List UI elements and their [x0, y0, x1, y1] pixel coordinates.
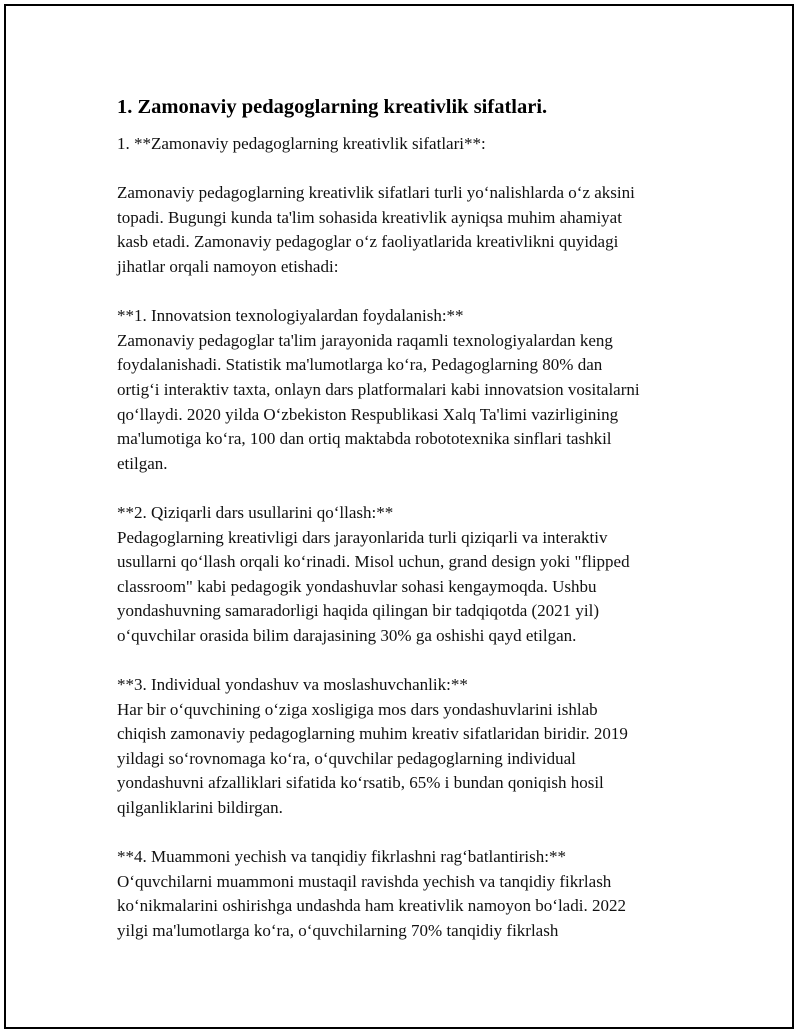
paragraph-gap	[117, 476, 717, 501]
text-line: Pedagoglarning kreativligi dars jarayonlarida turli qiziqarli va interaktiv	[117, 527, 608, 547]
text-line: Har bir oʻquvchining oʻziga xosligiga mos dars yondashuvlarini ishlab	[117, 699, 598, 719]
text-line: kasb etadi. Zamonaviy pedagoglar oʻz faoliyatlarida kreativlikni quyidagi	[117, 232, 619, 252]
document-heading: 1. Zamonaviy pedagoglarning kreativlik sifatlari.	[117, 96, 548, 118]
section-4	[117, 845, 717, 943]
text-line: Zamonaviy pedagoglar ta'lim jarayonida raqamli texnologiyalardan keng	[117, 330, 613, 350]
text-line: yildagi soʻrovnomaga koʻra, oʻquvchilar pedagoglarning individual	[117, 748, 576, 768]
text-line: etilgan.	[117, 453, 168, 473]
text-line: chiqish zamonaviy pedagoglarning muhim kreativ sifatlaridan biridir. 2019	[117, 724, 628, 744]
text-line: classroom" kabi pedagogik yondashuvlar sohasi kengaymoqda. Ushbu	[117, 576, 597, 596]
text-line: topadi. Bugungi kunda ta'lim sohasida kreativlik ayniqsa muhim ahamiyat	[117, 207, 622, 227]
document-body	[117, 91, 717, 944]
subheading: 1. **Zamonaviy pedagoglarning kreativlik sifatlari**:	[117, 134, 486, 153]
section-title: **3. Individual yondashuv va moslashuvchanlik:**	[117, 675, 468, 695]
text-line: yilgi ma'lumotlarga koʻra, oʻquvchilarning 70% tanqidiy fikrlash	[117, 921, 559, 940]
text-line: Zamonaviy pedagoglarning kreativlik sifatlari turli yoʻnalishlarda oʻz aksini	[117, 183, 635, 203]
text-line: yondashuvni afzalliklari sifatida koʻrsatib, 65% i bundan qoniqish hosil	[117, 773, 604, 793]
text-line: ortigʻi interaktiv taxta, onlayn dars platformalari kabi innovatsion vositalarni	[117, 379, 640, 399]
section-title: **4. Muammoni yechish va tanqidiy fikrlashni ragʻbatlantirish:**	[117, 847, 566, 867]
section-1	[117, 304, 717, 476]
paragraph-gap	[117, 157, 717, 182]
text-line: yondashuvning samaradorligi haqida qilingan bir tadqiqotda (2021 yil)	[117, 601, 600, 621]
paragraph-gap	[117, 648, 717, 673]
section-3	[117, 673, 717, 821]
text-line: oʻquvchilar orasida bilim darajasining 30% ga oshishi qayd etilgan.	[117, 625, 577, 645]
section-2	[117, 501, 717, 649]
text-line: foydalanishadi. Statistik ma'lumotlarga koʻra, Pedagoglarning 80% dan	[117, 355, 603, 375]
text-line: usullarni qoʻllash orqali koʻrinadi. Misol uchun, grand design yoki "flipped	[117, 552, 630, 572]
paragraph-gap	[117, 280, 717, 305]
section-title: **2. Qiziqarli dars usullarini qoʻllash:**	[117, 502, 394, 522]
text-line: jihatlar orqali namoyon etishadi:	[117, 256, 339, 276]
intro-paragraph	[117, 181, 717, 279]
text-line: qoʻllaydi. 2020 yilda Oʻzbekiston Respublikasi Xalq Ta'limi vazirligining	[117, 404, 619, 424]
text-line: qilganliklarini bildirgan.	[117, 798, 283, 818]
text-line: ma'lumotiga koʻra, 100 dan ortiq maktabda robototexnika sinflari tashkil	[117, 429, 612, 449]
section-title: **1. Innovatsion texnologiyalardan foydalanish:**	[117, 306, 464, 326]
paragraph-gap	[117, 821, 717, 846]
text-line: Oʻquvchilarni muammoni mustaqil ravishda yechish va tanqidiy fikrlash	[117, 871, 612, 891]
text-line: koʻnikmalarini oshirishga undashda ham kreativlik namoyon boʻladi. 2022	[117, 896, 626, 916]
